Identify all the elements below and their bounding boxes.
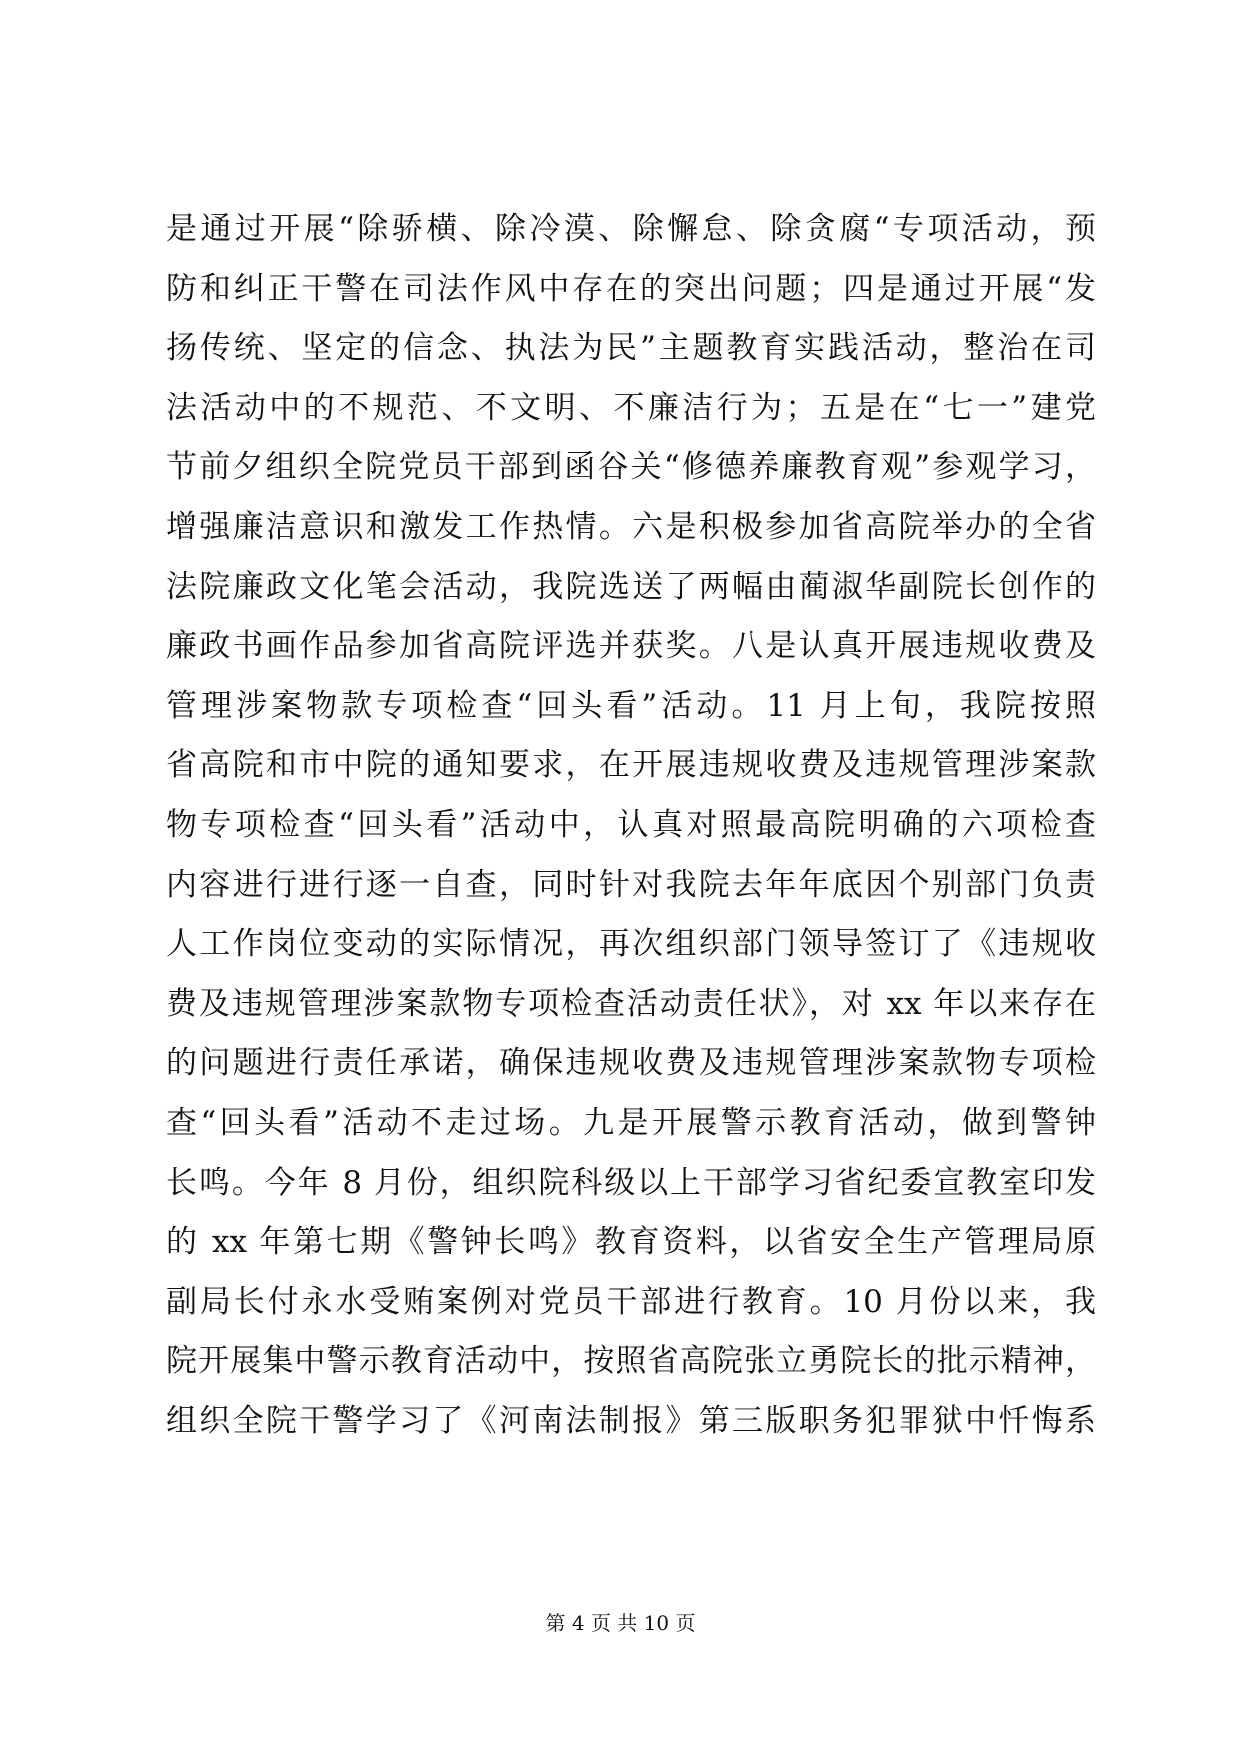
text-line: 人工作岗位变动的实际情况，再次组织部门领导签订了《违规收 <box>166 926 1096 963</box>
text-line: 的 xx 年第七期《警钟长鸣》教育资料，以省安全生产管理局原 <box>166 1224 1096 1261</box>
text-line: 增强廉洁意识和激发工作热情。六是积极参加省高院举办的全省 <box>166 508 1096 545</box>
text-line: 的问题进行责任承诺，确保违规收费及违规管理涉案款物专项检 <box>166 1045 1096 1082</box>
text-line: 内容进行进行逐一自查，同时针对我院去年年底因个别部门负责 <box>166 866 1096 903</box>
text-line: 组织全院干警学习了《河南法制报》第三版职务犯罪狱中忏悔系 <box>166 1402 1096 1439</box>
body-text <box>166 200 1096 1451</box>
text-line: 廉政书画作品参加省高院评选并获奖。八是认真开展违规收费及 <box>166 628 1096 665</box>
text-line: 法院廉政文化笔会活动，我院选送了两幅由蔺淑华副院长创作的 <box>166 568 1096 605</box>
text-line: 院开展集中警示教育活动中，按照省高院张立勇院长的批示精神， <box>166 1343 1096 1380</box>
text-line: 费及违规管理涉案款物专项检查活动责任状》，对 xx 年以来存在 <box>166 985 1096 1022</box>
text-line: 法活动中的不规范、不文明、不廉洁行为；五是在“七一”建党 <box>166 389 1096 426</box>
text-line: 节前夕组织全院党员干部到函谷关“修德养廉教育观”参观学习， <box>166 449 1096 486</box>
text-line: 查“回头看”活动不走过场。九是开展警示教育活动，做到警钟 <box>166 1104 1096 1141</box>
text-line: 省高院和市中院的通知要求，在开展违规收费及违规管理涉案款 <box>166 747 1096 784</box>
text-line: 防和纠正干警在司法作风中存在的突出问题；四是通过开展“发 <box>166 270 1096 307</box>
page-number: 第 4 页 共 10 页 <box>545 1611 696 1635</box>
text-line: 副局长付永水受贿案例对党员干部进行教育。10 月份以来，我 <box>166 1283 1096 1320</box>
text-line: 扬传统、坚定的信念、执法为民”主题教育实践活动，整治在司 <box>166 330 1096 367</box>
text-line: 管理涉案物款专项检查“回头看”活动。11 月上旬，我院按照 <box>166 687 1096 724</box>
text-line: 物专项检查“回头看”活动中，认真对照最高院明确的六项检查 <box>166 806 1096 843</box>
text-line: 是通过开展“除骄横、除冷漠、除懈怠、除贪腐“专项活动，预 <box>166 211 1096 247</box>
text-line: 长鸣。今年 8 月份，组织院科级以上干部学习省纪委宣教室印发 <box>166 1164 1096 1201</box>
